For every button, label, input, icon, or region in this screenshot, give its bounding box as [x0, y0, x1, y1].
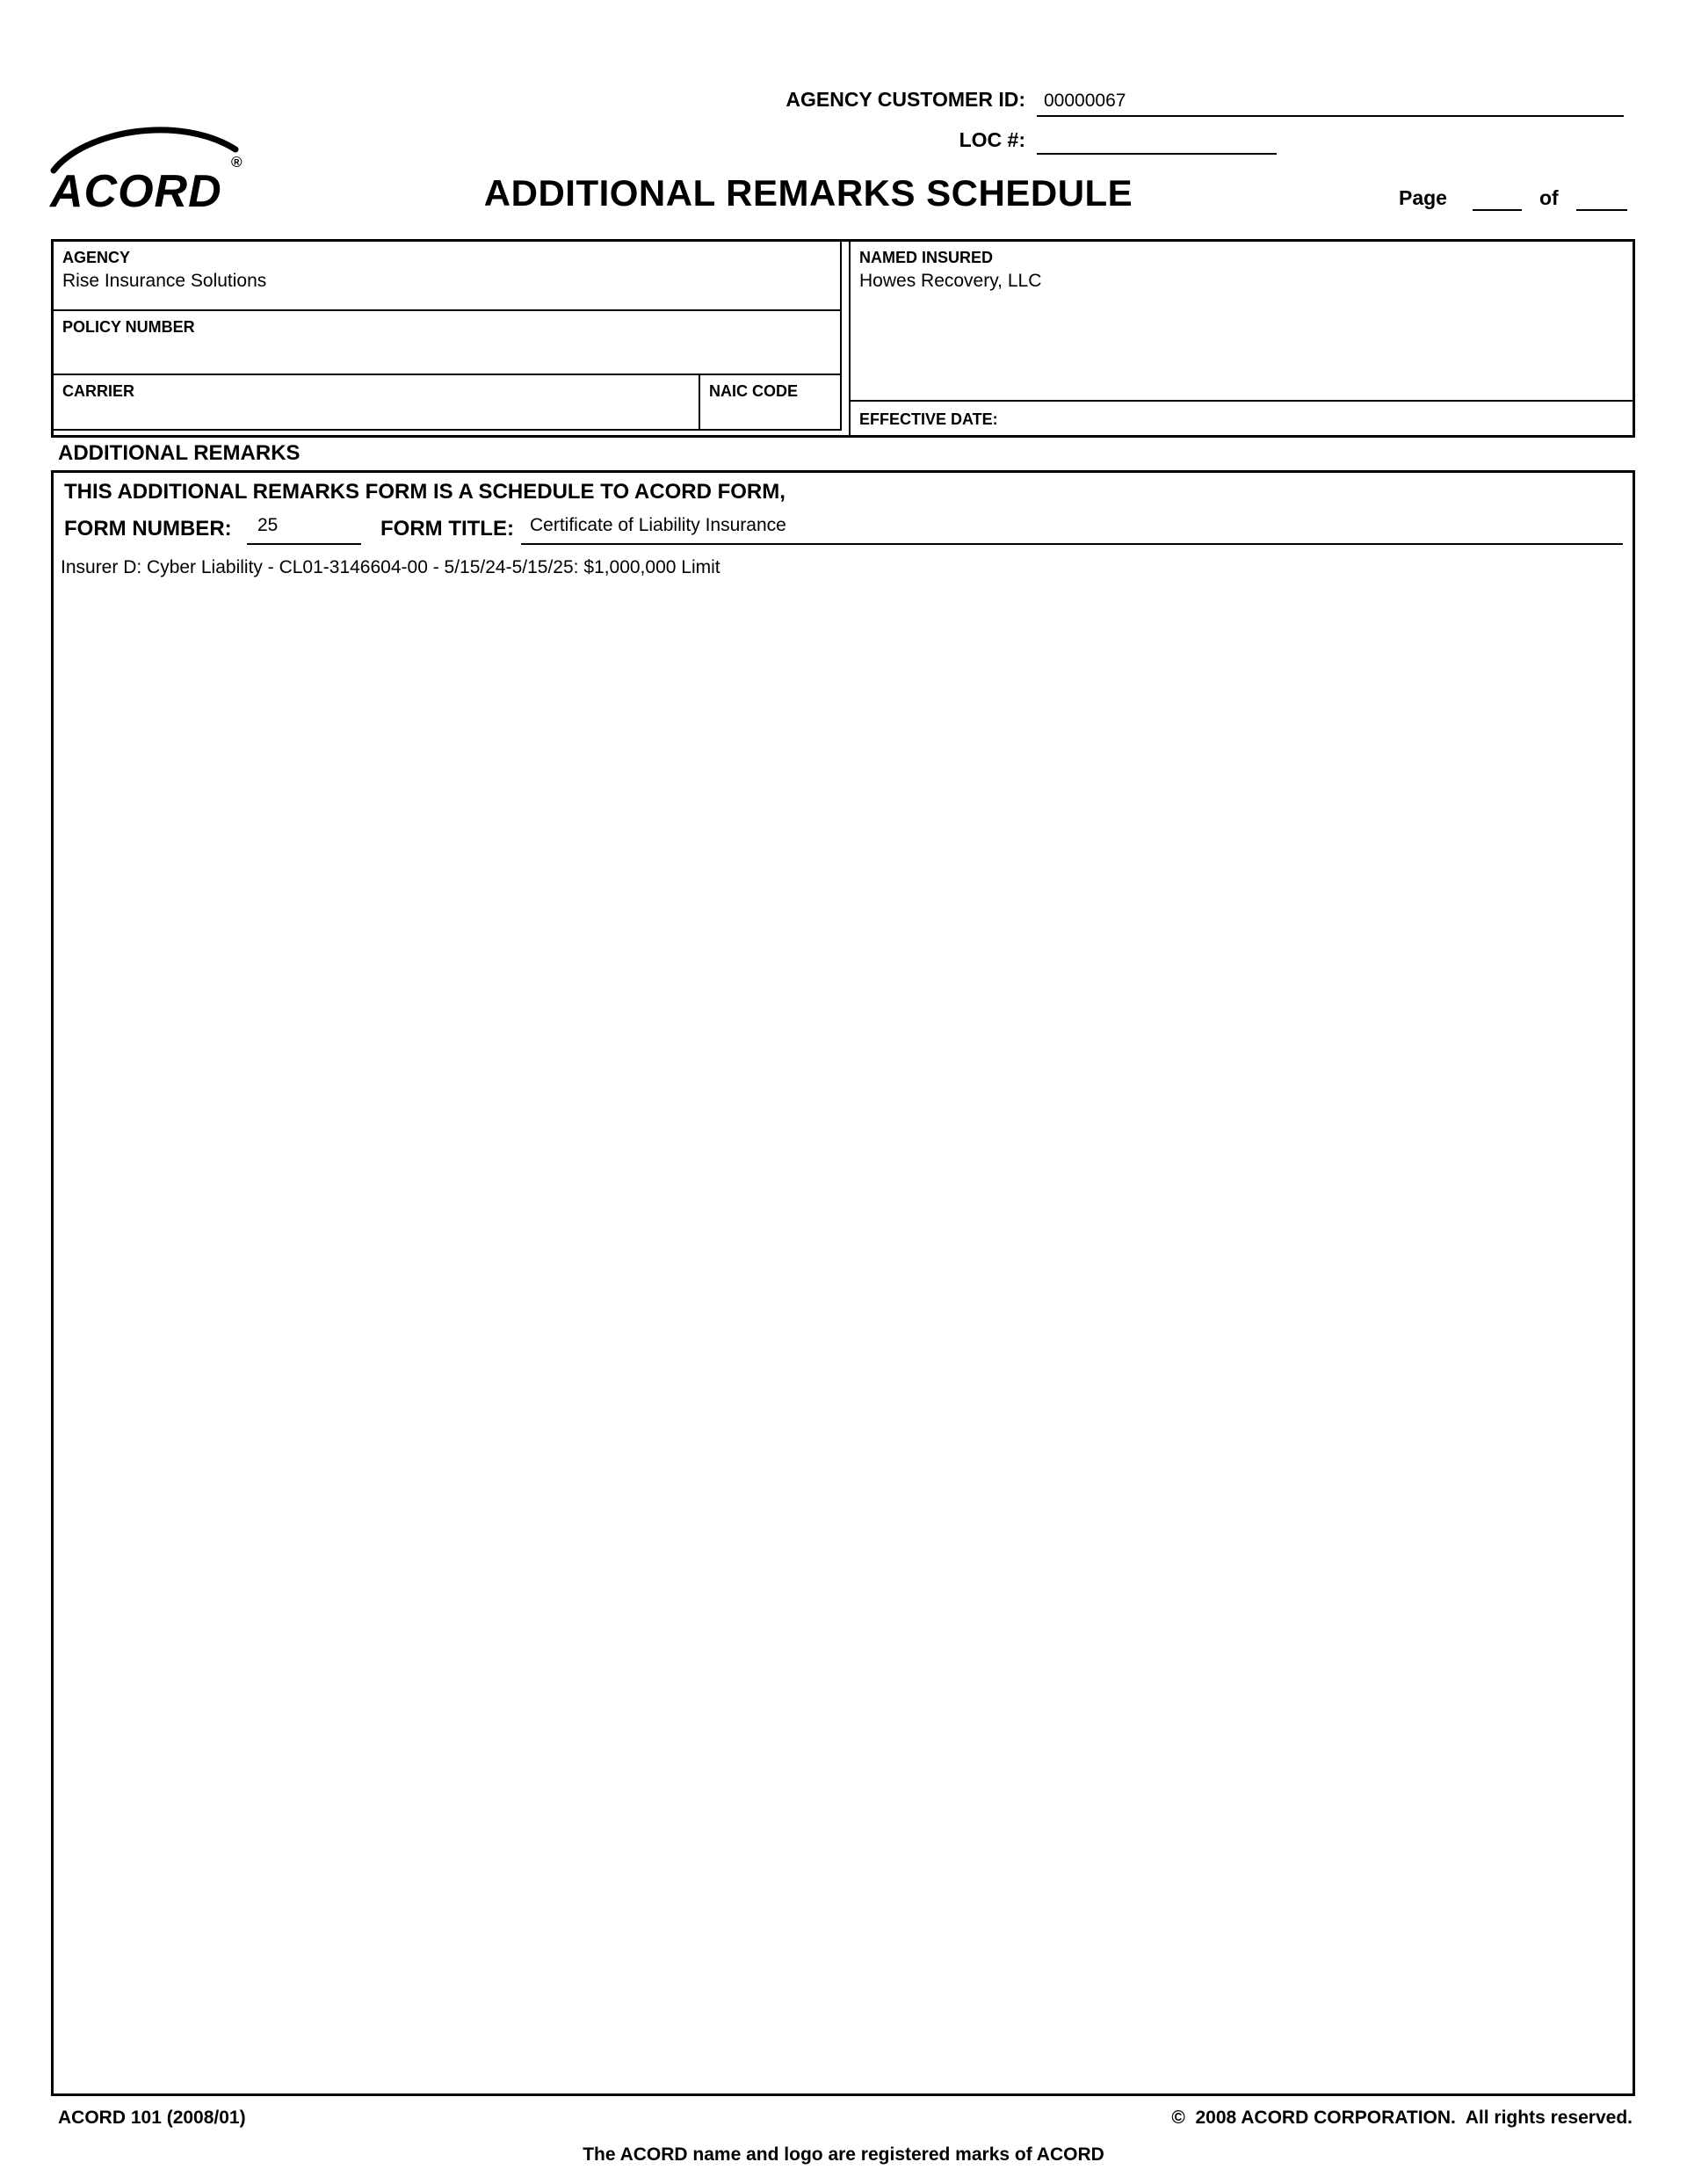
agency-customer-id-field[interactable]	[1037, 86, 1624, 117]
logo-swoosh-icon	[54, 130, 235, 171]
form-title-label: FORM TITLE:	[380, 517, 514, 541]
form-number-field[interactable]	[247, 510, 361, 545]
carrier-label: CARRIER	[62, 382, 135, 400]
agency-cell	[54, 242, 842, 311]
logo-text: ACORD	[50, 166, 222, 217]
footer-copyright: © 2008 ACORD CORPORATION. All rights reserved.	[1171, 2108, 1633, 2128]
named-insured-cell	[849, 242, 1633, 402]
registered-mark: ®	[231, 154, 243, 171]
page-number-field[interactable]	[1473, 183, 1522, 211]
policy-number-cell	[54, 311, 842, 375]
carrier-cell	[54, 375, 700, 431]
naic-code-cell	[700, 375, 842, 431]
acord-logo	[48, 121, 255, 220]
loc-number-label: LOC #:	[959, 128, 1025, 151]
agency-customer-id-label: AGENCY CUSTOMER ID:	[786, 88, 1025, 111]
footer-form-id: ACORD 101 (2008/01)	[58, 2108, 246, 2128]
form-title-value[interactable]: Certificate of Liability Insurance	[530, 515, 786, 535]
form-title-field[interactable]	[521, 510, 1623, 545]
named-insured-value[interactable]: Howes Recovery, LLC	[859, 271, 1042, 291]
form-number-label: FORM NUMBER:	[64, 517, 232, 541]
policy-number-label: POLICY NUMBER	[62, 318, 195, 336]
effective-date-cell	[849, 402, 1633, 435]
loc-number-value[interactable]	[1037, 149, 1044, 153]
schedule-statement: THIS ADDITIONAL REMARKS FORM IS A SCHEDULE TO ACORD FORM,	[64, 480, 786, 504]
total-pages-field[interactable]	[1576, 183, 1627, 211]
named-insured-label: NAMED INSURED	[859, 249, 994, 266]
agency-label: AGENCY	[62, 249, 131, 266]
naic-code-label: NAIC CODE	[709, 382, 799, 400]
additional-remarks-heading: ADDITIONAL REMARKS	[58, 441, 300, 465]
of-label: of	[1539, 186, 1559, 209]
agency-value[interactable]: Rise Insurance Solutions	[62, 271, 267, 291]
loc-number-field[interactable]	[1037, 127, 1277, 155]
remarks-text[interactable]: Insurer D: Cyber Liability - CL01-3146604-00 - 5/15/24-5/15/25: $1,000,000 Limit	[61, 557, 720, 577]
page-label: Page	[1399, 186, 1447, 209]
form-number-value[interactable]: 25	[257, 515, 279, 535]
page-number-value[interactable]	[1473, 206, 1478, 209]
agency-customer-id-value[interactable]: 00000067	[1044, 91, 1126, 111]
footer-trademark: The ACORD name and logo are registered marks of ACORD	[583, 2144, 1104, 2165]
total-pages-value[interactable]	[1576, 206, 1582, 209]
form-info-table	[51, 239, 1635, 438]
page-title: ADDITIONAL REMARKS SCHEDULE	[483, 172, 1133, 214]
remarks-box	[51, 470, 1635, 2096]
effective-date-label: EFFECTIVE DATE:	[859, 410, 998, 428]
